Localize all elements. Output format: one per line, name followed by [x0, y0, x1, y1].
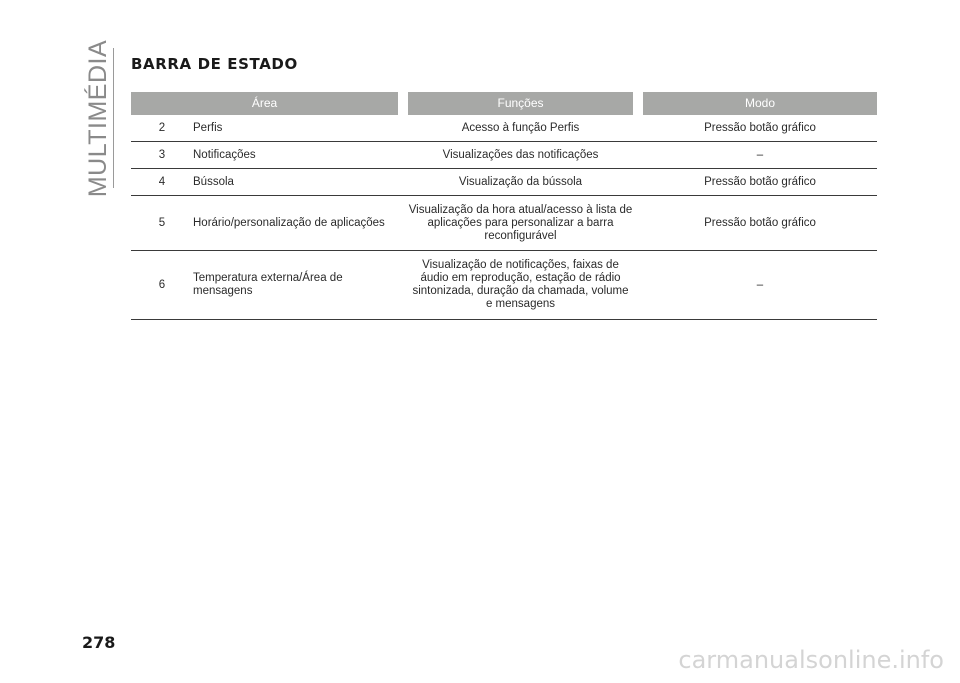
- row-number: 6: [131, 251, 193, 320]
- table-row: [131, 196, 877, 251]
- row-modo: Pressão botão gráfico: [643, 169, 877, 196]
- row-funcoes: Visualizações das notificações: [408, 142, 633, 169]
- row-area: Horário/personalização de aplicações: [193, 196, 398, 251]
- row-funcoes: Acesso à função Perfis: [408, 115, 633, 142]
- header-separator: [398, 92, 408, 115]
- status-bar-table: [131, 92, 877, 320]
- table-row: [131, 251, 877, 320]
- row-number: 3: [131, 142, 193, 169]
- row-area: Bússola: [193, 169, 398, 196]
- chapter-side-label: [84, 39, 113, 197]
- row-number: 5: [131, 196, 193, 251]
- table-row: [131, 169, 877, 196]
- row-modo: –: [643, 142, 877, 169]
- section-title: BARRA DE ESTADO: [131, 55, 298, 73]
- row-area: Notificações: [193, 142, 398, 169]
- row-number: 4: [131, 169, 193, 196]
- row-funcoes: Visualização da bússola: [408, 169, 633, 196]
- row-funcoes: Visualização de notificações, faixas de áudio em reprodução, estação de rádio sintonizada, duração da chamada, volume e mensagens: [408, 251, 633, 320]
- row-number: 2: [131, 115, 193, 142]
- table-header-row: [131, 92, 877, 115]
- watermark: carmanualsonline.info: [678, 646, 944, 674]
- header-separator: [633, 92, 643, 115]
- table-row: [131, 115, 877, 142]
- header-funcoes: Funções: [408, 92, 633, 115]
- page-number: 278: [82, 633, 116, 652]
- chapter-side-label-text: MULTIMÉDIA: [84, 39, 113, 197]
- row-funcoes: Visualização da hora atual/acesso à lista de aplicações para personalizar a barra reconfigurável: [408, 196, 633, 251]
- header-modo: Modo: [643, 92, 877, 115]
- table-row: [131, 142, 877, 169]
- row-modo: –: [643, 251, 877, 320]
- chapter-side-rule: [113, 48, 114, 188]
- row-modo: Pressão botão gráfico: [643, 115, 877, 142]
- row-area: Temperatura externa/Área de mensagens: [193, 251, 398, 320]
- row-area: Perfis: [193, 115, 398, 142]
- row-modo: Pressão botão gráfico: [643, 196, 877, 251]
- header-area: Área: [131, 92, 398, 115]
